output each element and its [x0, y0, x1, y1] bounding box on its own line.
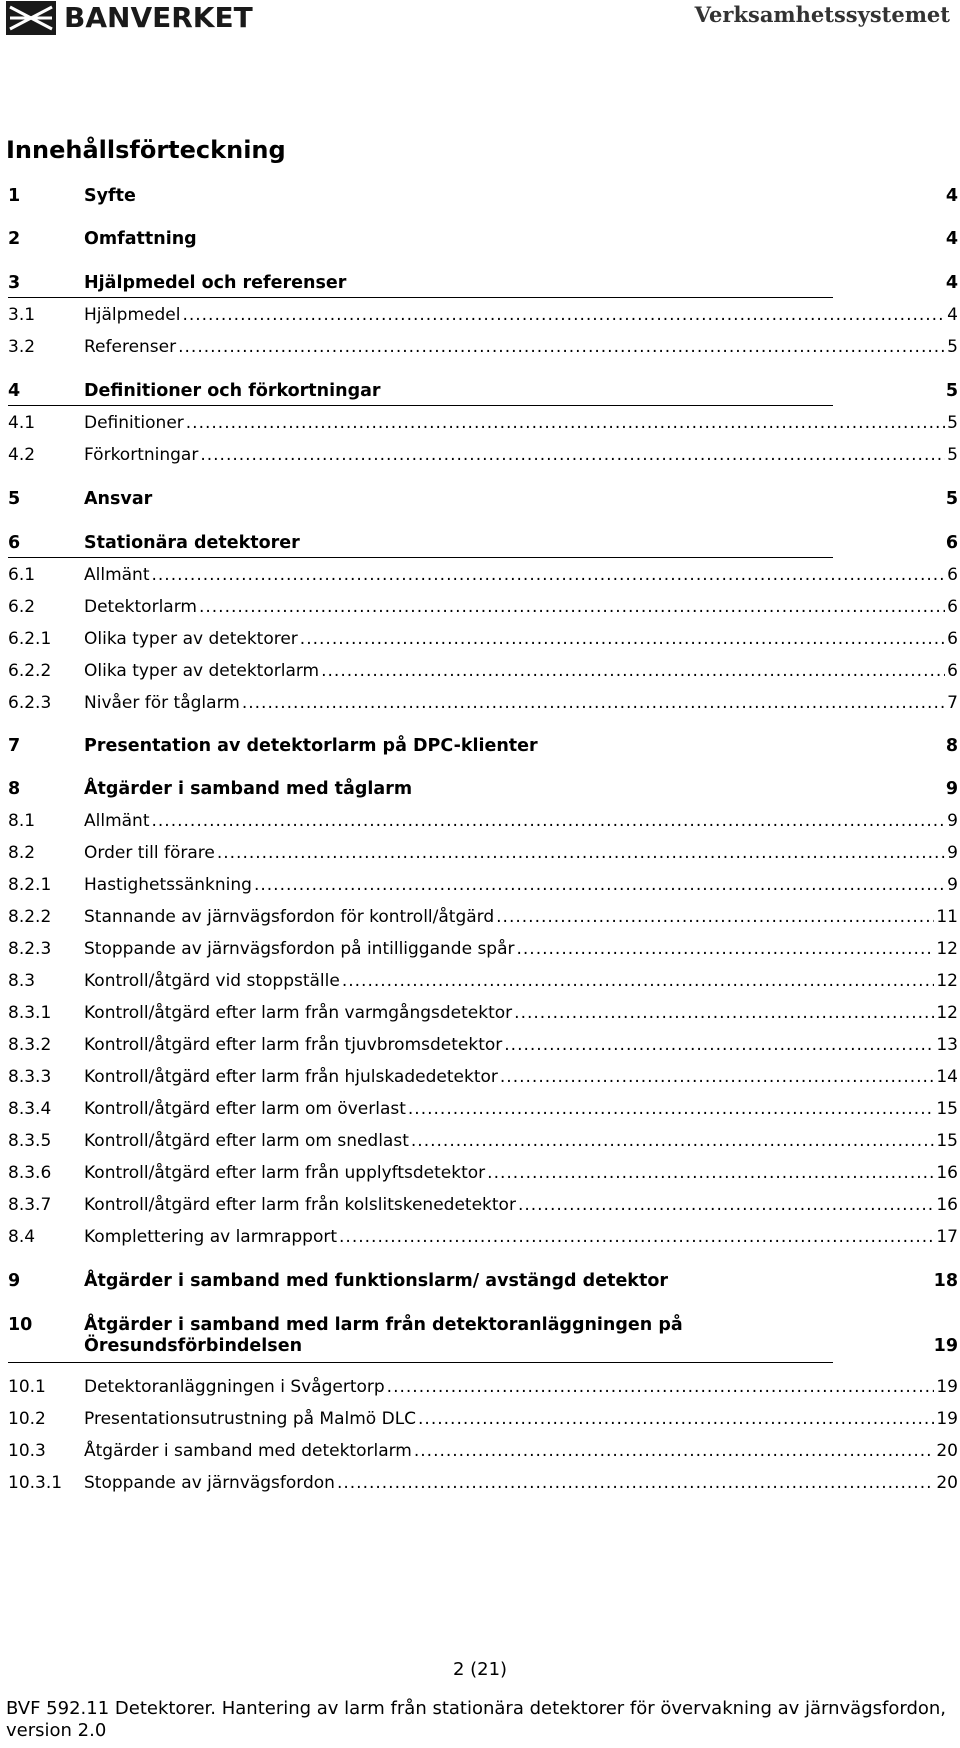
- toc-entry-page: 4: [945, 186, 958, 206]
- banverket-logo-icon: [6, 1, 56, 35]
- toc-leader-dots: [321, 661, 945, 681]
- toc-entry-title: Kontroll/åtgärd efter larm från hjulskadedetektor: [84, 1067, 498, 1087]
- toc-entry-number: 6.1: [8, 565, 36, 585]
- toc-entry-number: 8.3.6: [8, 1163, 52, 1183]
- toc-leader-dots: [300, 629, 945, 649]
- toc-entry-page: 6: [947, 629, 958, 649]
- toc-entry-page: 14: [936, 1067, 958, 1087]
- toc-entry-number: 10.3.1: [8, 1473, 63, 1493]
- toc-entry-page: 12: [936, 971, 958, 991]
- toc-entry-title: Åtgärder i samband med funktionslarm/ avstängd detektor: [84, 1271, 668, 1291]
- toc-entry-number: 8.2.2: [8, 907, 52, 927]
- toc-entry-number: 10: [8, 1315, 33, 1335]
- toc-leader-dots: [178, 337, 945, 357]
- toc-leader-dots: [514, 1003, 934, 1023]
- logo-text: BANVERKET: [64, 1, 253, 34]
- toc-entry-page: 6: [947, 565, 958, 585]
- toc-entry-page: 15: [936, 1099, 958, 1119]
- toc-entry-page: 18: [933, 1271, 958, 1291]
- toc-entry-page: 4: [947, 305, 958, 325]
- toc-entry-number: 5: [8, 489, 21, 509]
- toc-entry-title: Förkortningar: [84, 445, 199, 465]
- toc-entry-number: 8.3.7: [8, 1195, 52, 1215]
- toc-entry-title: Olika typer av detektorlarm: [84, 661, 320, 681]
- toc-entry-title: Kontroll/åtgärd efter larm om snedlast: [84, 1131, 409, 1151]
- toc-leader-dots: [411, 1131, 934, 1151]
- toc-entry-number: 6: [8, 533, 21, 553]
- toc-entry-page: 13: [936, 1035, 958, 1055]
- toc-entry-page: 9: [947, 843, 958, 863]
- toc-entry-title-continued: Öresundsförbindelsen: [84, 1336, 303, 1356]
- toc-entry-page: 4: [945, 273, 958, 293]
- toc-entry-number: 8.3.1: [8, 1003, 52, 1023]
- toc-entry-number: 3.2: [8, 337, 36, 357]
- toc-entry-title: Hastighetssänkning: [84, 875, 252, 895]
- toc-leader-dots: [387, 1377, 935, 1397]
- toc-entry-number: 8: [8, 779, 21, 799]
- toc-entry-page: 9: [947, 811, 958, 831]
- toc-entry-number: 1: [8, 186, 21, 206]
- toc-entry-title: Hjälpmedel: [84, 305, 181, 325]
- toc-entry-page: 17: [936, 1227, 958, 1247]
- toc-entry-title: Omfattning: [84, 229, 197, 249]
- toc-leader-dots: [418, 1409, 934, 1429]
- toc-entry-page: 5: [947, 337, 958, 357]
- toc-entry-page: 6: [947, 661, 958, 681]
- toc-entry-number: 8.2.1: [8, 875, 52, 895]
- system-name: Verksamhetssystemet: [694, 2, 950, 27]
- toc-entry-page: 5: [947, 413, 958, 433]
- toc-leader-dots: [200, 445, 945, 465]
- toc-entry-title: Kontroll/åtgärd efter larm om överlast: [84, 1099, 406, 1119]
- toc-entry-page: 8: [945, 736, 958, 756]
- toc-entry-title: Allmänt: [84, 565, 150, 585]
- toc-entry-page: 16: [936, 1195, 958, 1215]
- toc-entry-title: Stationära detektorer: [84, 533, 300, 553]
- toc-entry-page: 11: [936, 907, 958, 927]
- toc-entry-title: Hjälpmedel och referenser: [84, 273, 347, 293]
- toc-leader-dots: [182, 305, 945, 325]
- toc-entry-title: Kontroll/åtgärd efter larm från upplyftsdetektor: [84, 1163, 486, 1183]
- toc-entry-title: Detektoranläggningen i Svågertorp: [84, 1377, 385, 1397]
- toc-entry-number: 8.3.5: [8, 1131, 52, 1151]
- toc-leader-dots: [186, 413, 945, 433]
- toc-leader-dots: [242, 693, 945, 713]
- toc-entry-page: 5: [945, 489, 958, 509]
- toc-entry-title: Kontroll/åtgärd vid stoppställe: [84, 971, 340, 991]
- toc-entry-number: 10.2: [8, 1409, 46, 1429]
- toc-entry-title: Kontroll/åtgärd efter larm från tjuvbromsdetektor: [84, 1035, 503, 1055]
- toc-leader-dots: [518, 1195, 934, 1215]
- toc-entry-title: Olika typer av detektorer: [84, 629, 298, 649]
- toc-entry-title: Detektorlarm: [84, 597, 197, 617]
- toc-entry-title: Nivåer för tåglarm: [84, 693, 240, 713]
- toc-entry-page: 7: [947, 693, 958, 713]
- toc-entry-title: Åtgärder i samband med larm från detektoranläggningen på: [84, 1315, 683, 1335]
- toc-entry-number: 9: [8, 1271, 21, 1291]
- toc-entry-number: 6.2.1: [8, 629, 52, 649]
- toc-entry-page: 4: [945, 229, 958, 249]
- toc-entry-number: 3: [8, 273, 21, 293]
- toc-leader-dots: [339, 1227, 934, 1247]
- toc-entry-page: 9: [947, 875, 958, 895]
- toc-leader-dots: [414, 1441, 935, 1461]
- toc-entry-title: Syfte: [84, 186, 136, 206]
- toc-entry-number: 4.1: [8, 413, 36, 433]
- toc-entry-number: 6.2: [8, 597, 36, 617]
- toc-entry-page: 5: [945, 381, 958, 401]
- toc-entry-page: 6: [945, 533, 958, 553]
- toc-leader-dots: [254, 875, 945, 895]
- toc-entry-title: Allmänt: [84, 811, 150, 831]
- toc-entry-page: 12: [936, 939, 958, 959]
- toc-entry-number: 7: [8, 736, 21, 756]
- toc-leader-dots: [504, 1035, 934, 1055]
- toc-entry-page: 15: [936, 1131, 958, 1151]
- toc-entry-number: 8.2.3: [8, 939, 52, 959]
- toc-entry-number: 2: [8, 229, 21, 249]
- toc-entry-title: Ansvar: [84, 489, 153, 509]
- toc-leader-dots: [487, 1163, 934, 1183]
- toc-entry-title: Stannande av järnvägsfordon för kontroll/åtgärd: [84, 907, 495, 927]
- toc-leader-dots: [199, 597, 945, 617]
- toc-entry-title: Åtgärder i samband med detektorlarm: [84, 1441, 412, 1461]
- toc-entry-title: Presentationsutrustning på Malmö DLC: [84, 1409, 417, 1429]
- toc-entry-number: 8.1: [8, 811, 36, 831]
- toc-leader-dots: [152, 565, 946, 585]
- toc-leader-dots: [337, 1473, 934, 1493]
- toc-entry-title: Komplettering av larmrapport: [84, 1227, 338, 1247]
- toc-entry-number: 6.2.2: [8, 661, 52, 681]
- toc-entry-title: Kontroll/åtgärd efter larm från varmgångsdetektor: [84, 1003, 513, 1023]
- page-header: [0, 0, 960, 44]
- toc-entry-title: Presentation av detektorlarm på DPC-klienter: [84, 736, 538, 756]
- toc-entry-page: 19: [936, 1409, 958, 1429]
- toc-entry-page: 20: [936, 1473, 958, 1493]
- toc-entry-page: 5: [947, 445, 958, 465]
- toc-entry-number: 8.4: [8, 1227, 36, 1247]
- page-number: 2 (21): [452, 1659, 508, 1680]
- toc-entry-page: 16: [936, 1163, 958, 1183]
- toc-entry-number: 8.3: [8, 971, 36, 991]
- toc-entry-page: 19: [936, 1377, 958, 1397]
- toc-entry-title: Definitioner och förkortningar: [84, 381, 381, 401]
- toc-entry-title: Definitioner: [84, 413, 184, 433]
- toc-entry-number: 8.3.3: [8, 1067, 52, 1087]
- toc-entry-number: 4: [8, 381, 21, 401]
- toc-entry-number: 10.1: [8, 1377, 46, 1397]
- toc-entry-number: 10.3: [8, 1441, 46, 1461]
- toc-entry-page: 9: [945, 779, 958, 799]
- toc-entry-page: 12: [936, 1003, 958, 1023]
- toc-entry-number: 8.2: [8, 843, 36, 863]
- toc-entry-page: 20: [936, 1441, 958, 1461]
- toc-title: Innehållsförteckning: [6, 136, 286, 164]
- toc-leader-dots: [496, 907, 934, 927]
- toc-leader-dots: [517, 939, 935, 959]
- toc-entry-number: 8.3.4: [8, 1099, 52, 1119]
- toc-entry-title: Kontroll/åtgärd efter larm från kolslitskenedetektor: [84, 1195, 516, 1215]
- toc-entry-number: 4.2: [8, 445, 36, 465]
- toc-entry-page: 19: [933, 1336, 958, 1356]
- toc-entry-title: Stoppande av järnvägsfordon på intilliggande spår: [84, 939, 515, 959]
- banverket-logo: [6, 0, 253, 36]
- toc-entry-number: 8.3.2: [8, 1035, 52, 1055]
- toc-entry-number: 3.1: [8, 305, 36, 325]
- toc-leader-dots: [500, 1067, 934, 1087]
- toc-entry-title: Stoppande av järnvägsfordon: [84, 1473, 335, 1493]
- toc-entry-title: Referenser: [84, 337, 177, 357]
- toc-entry-title: Order till förare: [84, 843, 215, 863]
- toc-entry-number: 6.2.3: [8, 693, 52, 713]
- document-footer: BVF 592.11 Detektorer. Hantering av larm från stationära detektorer för övervakning av järnvägsfordon, version 2.0: [6, 1698, 947, 1741]
- toc-entry-title: Åtgärder i samband med tåglarm: [84, 779, 413, 799]
- toc-leader-dots: [342, 971, 935, 991]
- toc-entry-page: 6: [947, 597, 958, 617]
- toc-leader-dots: [408, 1099, 934, 1119]
- toc-leader-dots: [217, 843, 945, 863]
- toc-leader-dots: [152, 811, 946, 831]
